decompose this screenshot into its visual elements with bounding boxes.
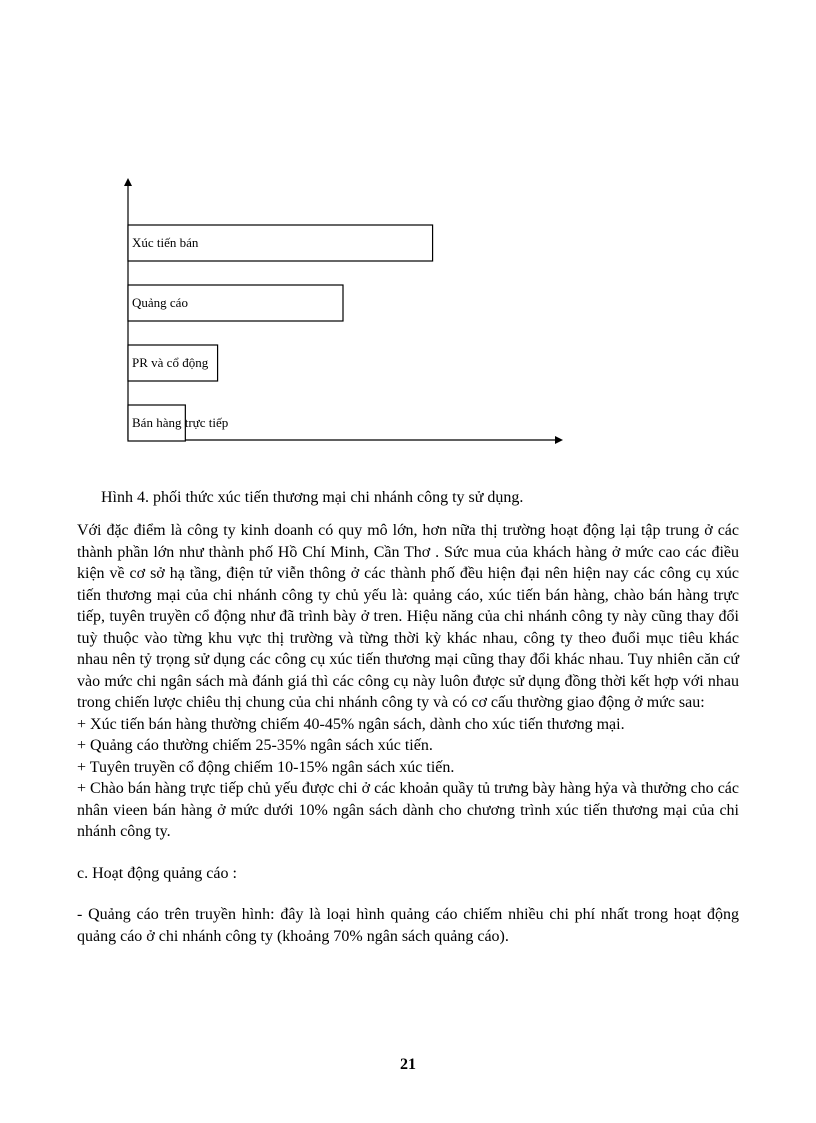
body-text bbox=[77, 520, 739, 947]
bullet-item: + Quảng cáo thường chiếm 25-35% ngân sách xúc tiến. bbox=[77, 737, 433, 754]
bar-label: PR và cổ động bbox=[132, 355, 209, 370]
bar-label: Xúc tiến bán bbox=[132, 235, 199, 250]
bullet-item: + Xúc tiến bán hàng thường chiếm 40-45% ngân sách, dành cho xúc tiến thương mại. bbox=[77, 715, 625, 733]
paragraph: Với đặc điểm là công ty kinh doanh có quy mô lớn, hơn nữa thị trường hoạt động lại tập trung ở các thành phần lớn như thành phố Hồ Chí Minh, Cần Thơ . Sức mua của khách hàng ở mức cao các điều kiện về cơ sở hạ tầng, điện tử viễn thông ở các thành phố đều hiện đại nên hiện nay các công cụ xúc tiến thương mại của chi nhánh công ty chủ yếu là: quảng cáo, xúc tiến bán hàng, chào bán hàng trực tiếp, tuyên truyền cổ động như đã trình bày ở tren. Hiệu năng của chi nhánh công ty này cũng thay đổi tuỳ thuộc vào từng khu vực thị trường và từng thời kỳ khác nhau, công ty theo đuổi mục tiêu khác nhau nên tỷ trọng sử dụng các công cụ xúc tiến thương mại cũng thay đổi khác nhau. Tuy nhiên căn cứ vào mức chi ngân sách mà đánh giá thì các công cụ này luôn được sử dụng đồng thời kết hợp với nhau trong chiến lược chiêu thị chung của chi nhánh công ty và có cơ cấu thường giao động ở mức sau: bbox=[77, 522, 739, 711]
x-axis-arrow bbox=[555, 436, 563, 444]
promotion-mix-bar-chart bbox=[110, 170, 580, 460]
y-axis-arrow bbox=[124, 178, 132, 186]
bullet-item: + Tuyên truyền cổ động chiếm 10-15% ngân sách xúc tiến. bbox=[77, 758, 455, 776]
section-heading: c. Hoạt động quảng cáo : bbox=[77, 864, 237, 882]
paragraph: - Quảng cáo trên truyền hình: đây là loại hình quảng cáo chiếm nhiều chi phí nhất trong hoạt động quảng cáo ở chi nhánh công ty (khoảng 70% ngân sách quảng cáo). bbox=[77, 906, 739, 945]
page-number: 21 bbox=[400, 1056, 416, 1073]
bar-label: Quảng cáo bbox=[132, 295, 188, 310]
bullet-item: + Chào bán hàng trực tiếp chủ yếu được chi ở các khoản quầy tủ trưng bày hàng hỷa và thưởng cho các nhân vieen bán hàng ở mức dưới 10% ngân sách dành cho chương trình xúc tiến thương mại của chi nhánh công ty. bbox=[77, 780, 739, 840]
bar-label: Bán hàng trực tiếp bbox=[132, 415, 229, 430]
figure-caption: Hình 4. phối thức xúc tiến thương mại chi nhánh công ty sử dụng. bbox=[101, 489, 524, 506]
